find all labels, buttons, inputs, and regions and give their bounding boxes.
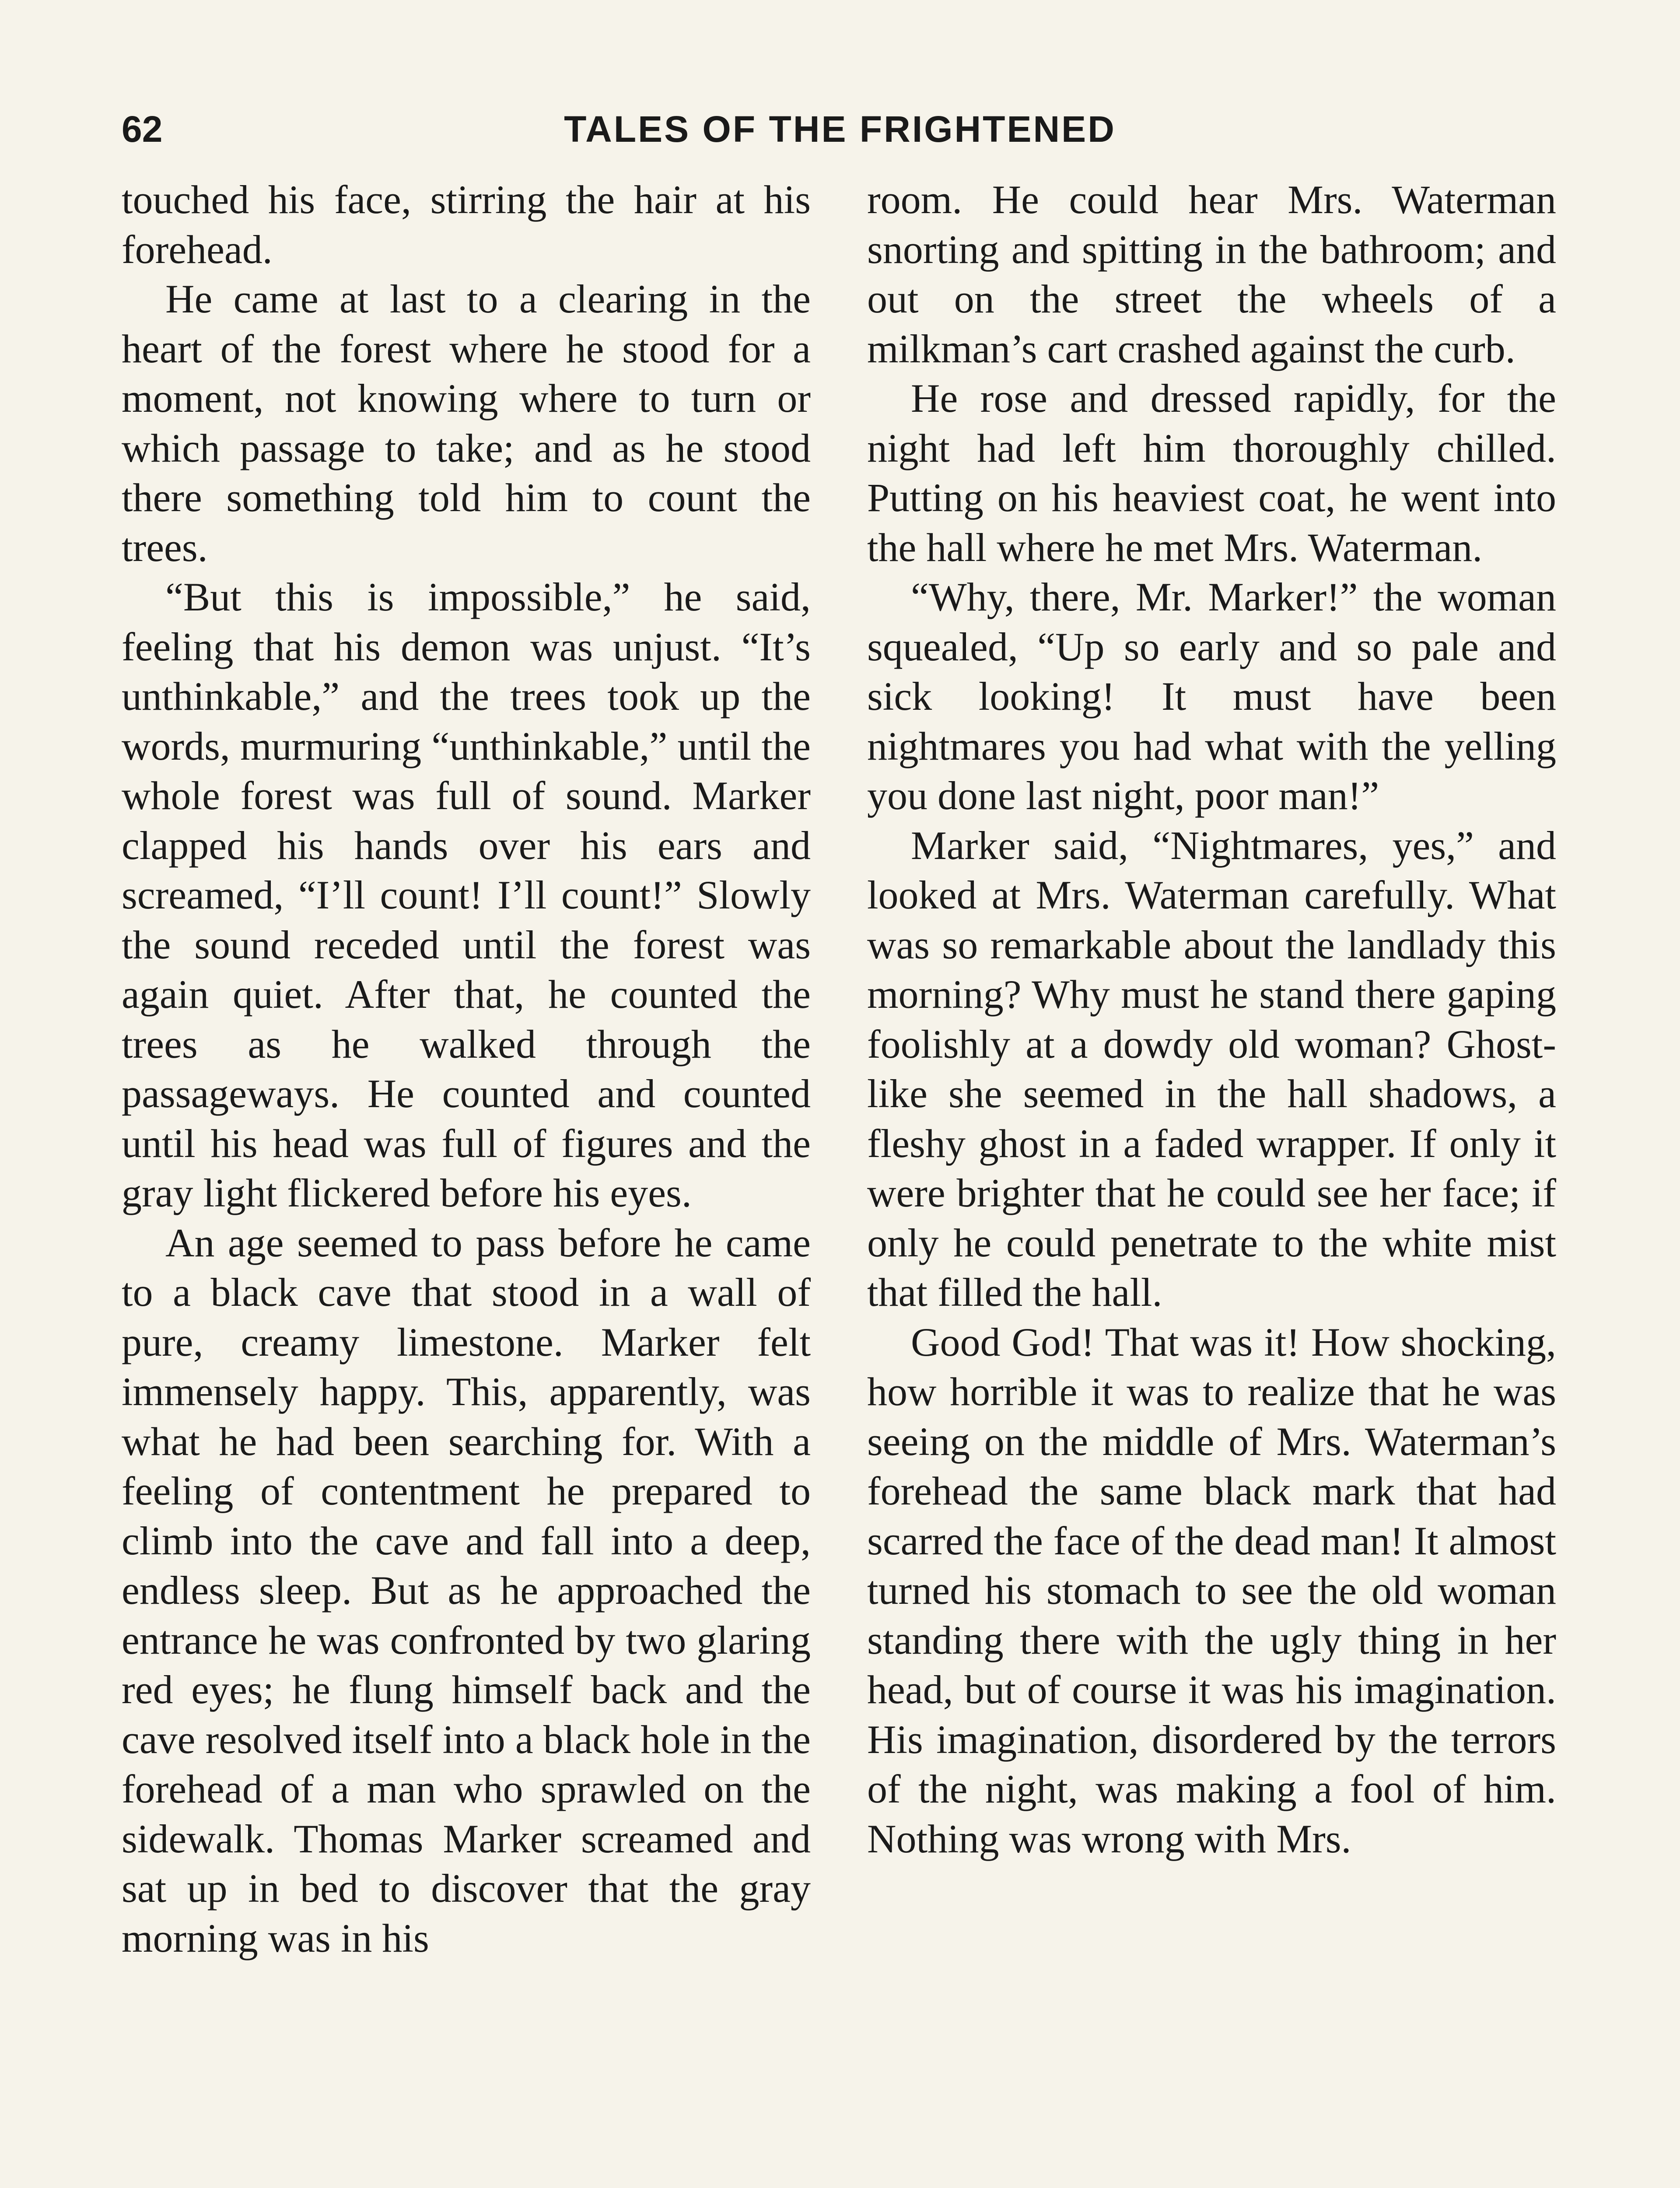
page-number: 62 xyxy=(122,109,163,150)
paragraph: An age seemed to pass before he came to a black cave that stood in a wall of pure, creamy limestone. Marker felt immensely happy. This, apparently, was what he had been searching for. With a feeling of contentment he prepared to climb into the cave and fall into a deep, endless sleep. But as he approached the entrance he was confronted by two glaring red eyes; he flung himself back and the cave resolved itself into a black hole in the forehead of a man who sprawled on the sidewalk. Thomas Marker screamed and sat up in bed to discover that the gray morning was in his xyxy=(122,1220,811,1960)
paragraph: “But this is impossible,” he said, feeling that his demon was unjust. “It’s unthinkable,” and the trees took up the words, murmuring “unthinkable,” until the whole forest was full of sound. Marker clapped his hands over his ears and screamed, “I’ll count! I’ll count!” Slowly the sound receded until the forest was again quiet. After that, he counted the trees as he walked through the passageways. He counted and counted until his head was full of figures and the gray light flickered before his eyes. xyxy=(122,575,811,1215)
paragraph: Marker said, “Nightmares, yes,” and looked at Mrs. Waterman carefully. What was so remarkable about the landlady this morning? Why must he stand there gaping foolishly at a dowdy old woman? Ghost-like she seemed in the hall shadows, a fleshy ghost in a faded wrapper. If only it were brighter that he could see her face; if only he could penetrate to the white mist that filled the hall. xyxy=(867,823,1556,1315)
paragraph: Good God! That was it! How shocking, how horrible it was to realize that he was seeing on the middle of Mrs. Waterman’s forehead the same black mark that had scarred the face of the dead man! It almost turned his stomach to see the old woman standing there with the ugly thing in her head, but of course it was his imagination. His imagination, disordered by the terrors of the night, was making a fool of him. Nothing was wrong with Mrs. xyxy=(867,1319,1556,1861)
running-head xyxy=(0,105,1680,153)
left-column xyxy=(122,175,811,1963)
paragraph: touched his face, stirring the hair at his forehead. xyxy=(122,177,811,272)
paragraph: He rose and dressed rapidly, for the night had left him thoroughly chilled. Putting on his heaviest coat, he went into the hall where he met Mrs. Waterman. xyxy=(867,376,1556,570)
paragraph: “Why, there, Mr. Marker!” the woman squealed, “Up so early and so pale and sick looking! It must have been nightmares you had what with the yelling you done last night, poor man!” xyxy=(867,575,1556,818)
paragraph: room. He could hear Mrs. Waterman snorting and spitting in the bathroom; and out on the street the wheels of a milkman’s cart crashed against the curb. xyxy=(867,177,1556,371)
right-column xyxy=(867,175,1556,1864)
magazine-title: TALES OF THE FRIGHTENED xyxy=(564,109,1116,150)
paragraph: He came at last to a clearing in the heart of the forest where he stood for a moment, not knowing where to turn or which passage to take; and as he stood there something told him to count the trees. xyxy=(122,277,811,570)
